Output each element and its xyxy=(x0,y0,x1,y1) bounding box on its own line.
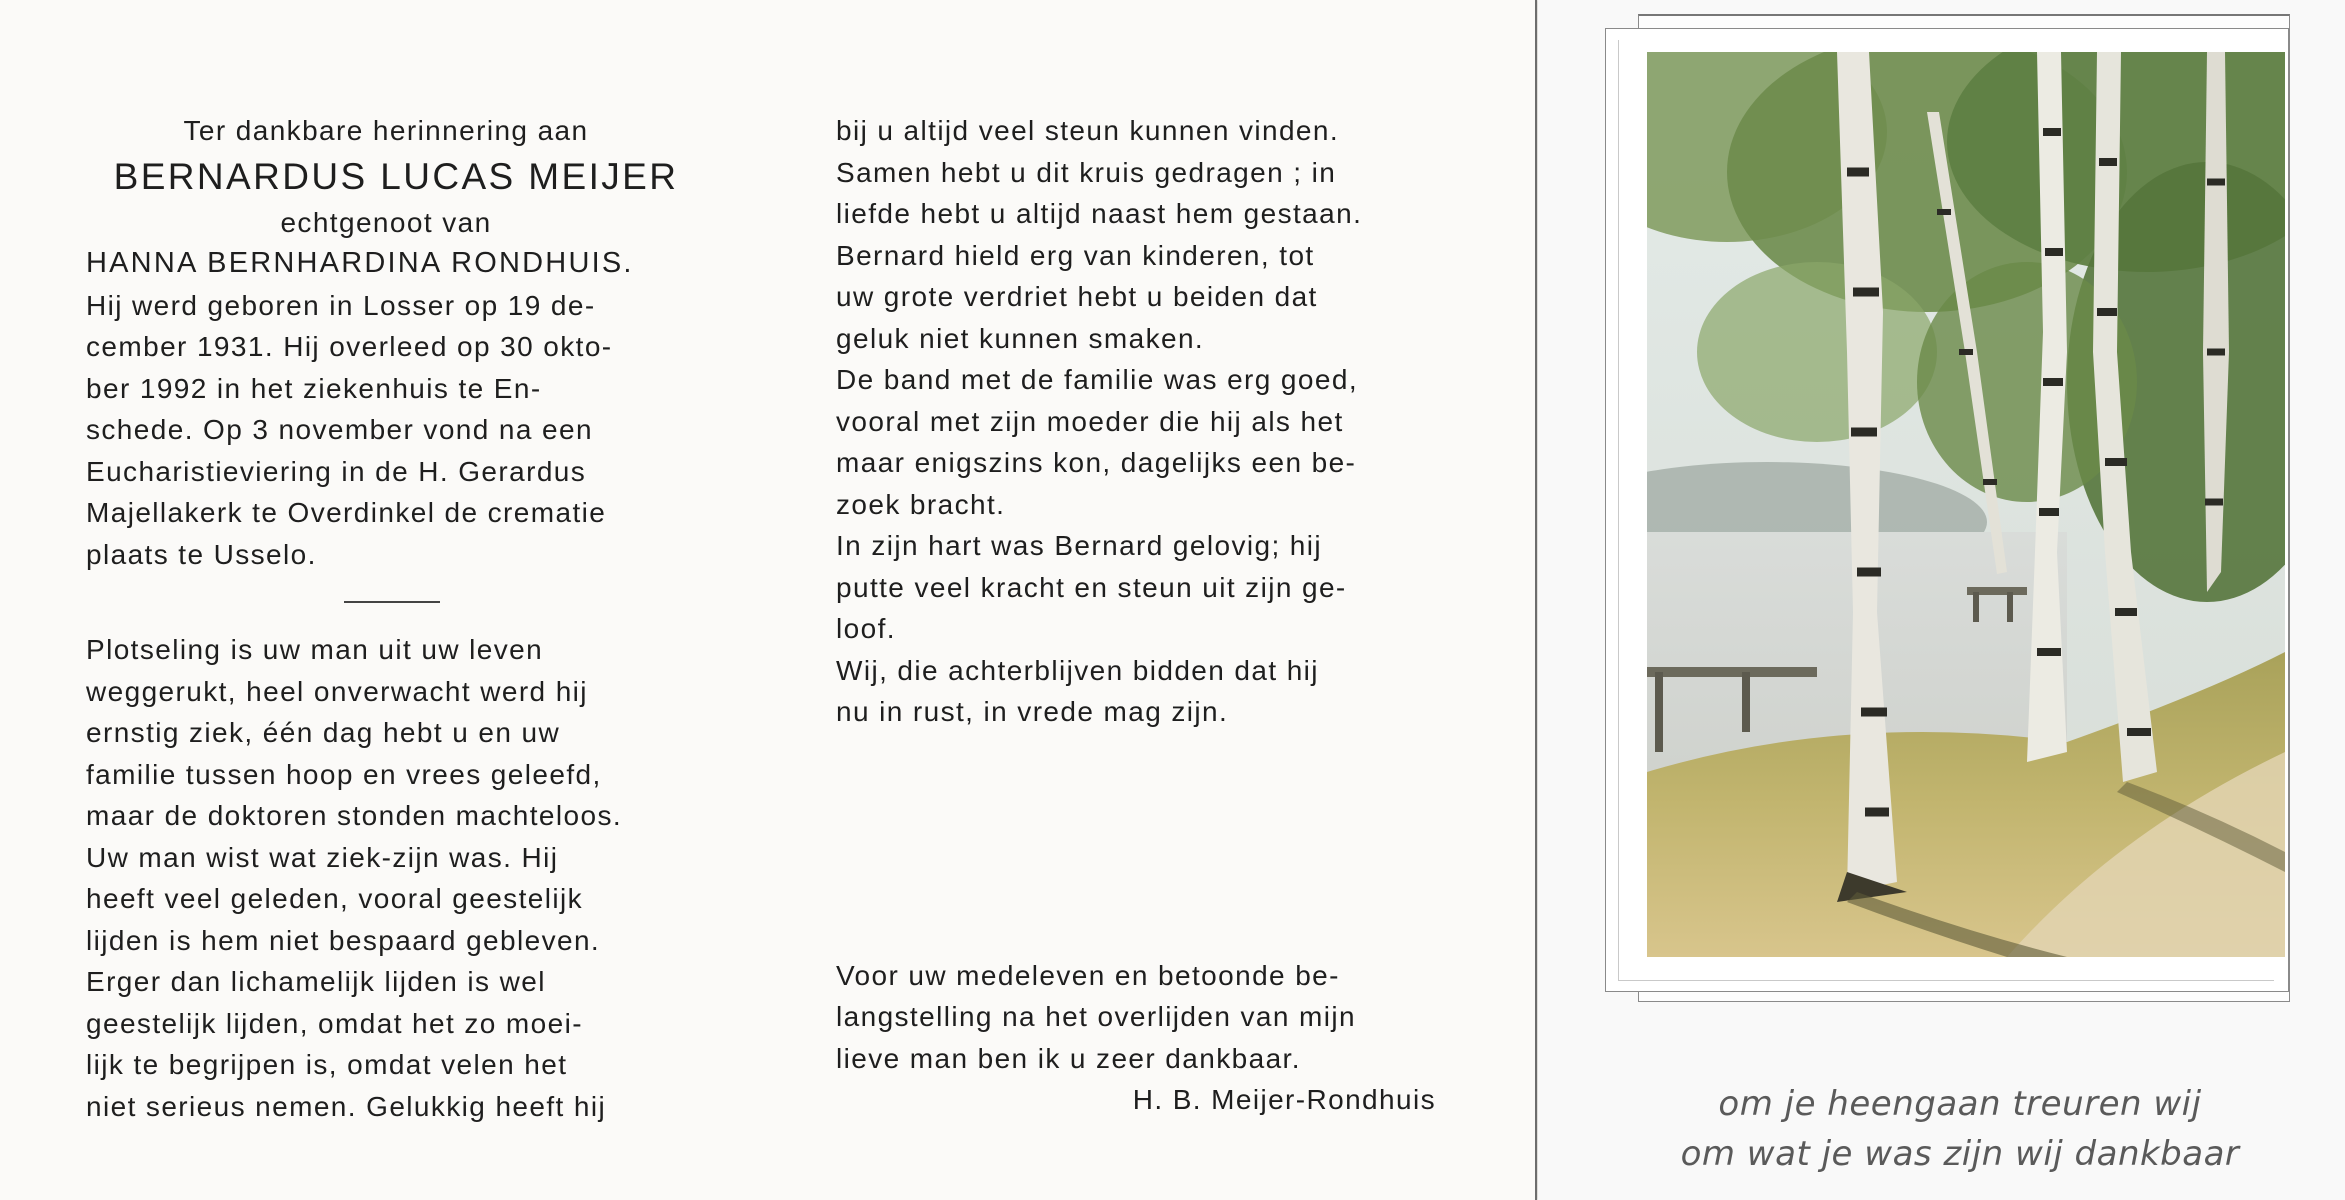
continuation-line: uw grote verdriet hebt u beiden dat xyxy=(836,281,1318,312)
continuation-line: Samen hebt u dit kruis gedragen ; in xyxy=(836,156,1337,188)
signature: H. B. Meijer-Rondhuis xyxy=(1132,1084,1436,1115)
bio-line: Hij werd geboren in Losser op 19 de- xyxy=(86,289,596,321)
tribute-line: maar de doktoren stonden machteloos. xyxy=(86,800,623,831)
continuation-text xyxy=(836,110,1456,733)
thanks-line: Voor uw medeleven en betoonde be- xyxy=(836,959,1340,991)
bio-line: schede. Op 3 november vond na een xyxy=(86,414,593,445)
continuation-line: Bernard hield erg van kinderen, tot xyxy=(836,239,1315,271)
birch-lake-photo xyxy=(1647,52,2285,957)
bio-line: ber 1992 in het ziekenhuis te En- xyxy=(86,372,542,404)
section-divider xyxy=(344,601,440,603)
bio-line: Majellakerk te Overdinkel de crematie xyxy=(86,497,607,528)
thanks-line: langstelling na het overlijden van mijn xyxy=(836,1001,1356,1032)
tribute-line: familie tussen hoop en vrees geleefd, xyxy=(86,758,602,790)
bio-line: plaats te Usselo. xyxy=(86,538,317,570)
right-text-column xyxy=(836,110,1456,1121)
tribute-line: lijk te begrijpen is, omdat velen het xyxy=(86,1049,568,1080)
thanks-text xyxy=(836,955,1456,1121)
tribute-line: Plotseling is uw man uit uw leven xyxy=(86,634,544,665)
blank-space xyxy=(836,733,1456,955)
intro-line: Ter dankbare herinnering aan xyxy=(183,115,589,146)
tribute-line: Uw man wist wat ziek-zijn was. Hij xyxy=(86,841,559,873)
continuation-line: loof. xyxy=(836,613,896,644)
continuation-line: nu in rust, in vrede mag zijn. xyxy=(836,696,1229,727)
frame-line xyxy=(1618,40,1619,980)
deceased-name: BERNARDUS LUCAS MEIJER xyxy=(113,155,679,197)
spouse-name: HANNA BERNHARDINA RONDHUIS. xyxy=(86,247,634,279)
continuation-line: vooral met zijn moeder die hij als het xyxy=(836,405,1344,437)
tribute-line: ernstig ziek, één dag hebt u en uw xyxy=(86,717,561,748)
continuation-line: liefde hebt u altijd naast hem gestaan. xyxy=(836,198,1363,229)
biography xyxy=(86,285,726,576)
continuation-line: geluk niet kunnen smaken. xyxy=(836,322,1205,354)
tribute-line: lijden is hem niet bespaard gebleven. xyxy=(86,924,601,956)
caption-line: om wat je was zijn wij dankbaar xyxy=(1680,1134,2240,1174)
thanks-line: lieve man ben ik u zeer dankbaar. xyxy=(836,1042,1301,1074)
continuation-line: Wij, die achterblijven bidden dat hij xyxy=(836,654,1319,686)
spouse-label: echtgenoot van xyxy=(280,206,492,238)
continuation-line: putte veel kracht en steun uit zijn ge- xyxy=(836,571,1347,603)
tribute-text xyxy=(86,629,726,1127)
continuation-line: bij u altijd veel steun kunnen vinden. xyxy=(836,115,1340,146)
continuation-line: zoek bracht. xyxy=(836,488,1006,520)
tribute-line: heeft veel geleden, vooral geestelijk xyxy=(86,883,583,914)
continuation-line: In zijn hart was Bernard gelovig; hij xyxy=(836,530,1323,561)
bio-line: Eucharistieviering in de H. Gerardus xyxy=(86,455,587,487)
tribute-line: Erger dan lichamelijk lijden is wel xyxy=(86,966,546,997)
continuation-line: maar enigszins kon, dagelijks een be- xyxy=(836,447,1357,478)
left-text-column xyxy=(86,110,726,1127)
birch-lake-illustration xyxy=(1647,52,2285,957)
bio-line: cember 1931. Hij overleed op 30 okto- xyxy=(86,331,613,362)
tribute-line: weggerukt, heel onverwacht werd hij xyxy=(86,675,588,707)
caption-line: om je heengaan treuren wij xyxy=(1718,1084,2202,1124)
continuation-line: De band met de familie was erg goed, xyxy=(836,364,1358,395)
tribute-line: niet serieus nemen. Gelukkig heeft hij xyxy=(86,1090,607,1122)
frame-line xyxy=(1618,980,2274,981)
tribute-line: geestelijk lijden, omdat het zo moei- xyxy=(86,1007,583,1039)
